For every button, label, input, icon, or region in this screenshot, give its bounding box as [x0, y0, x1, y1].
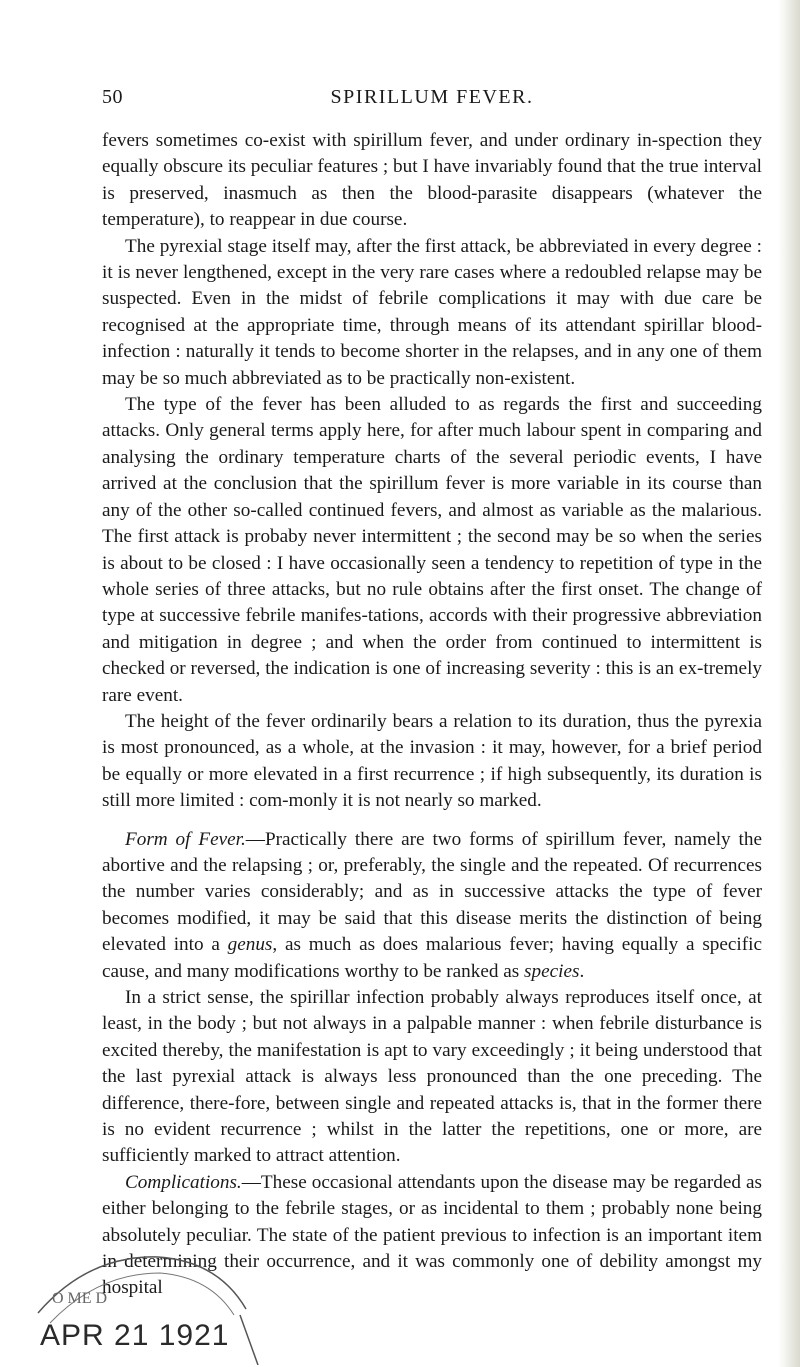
paragraph-form-of-fever [102, 827, 762, 985]
paragraph-1: fevers sometimes co-exist with spirillum fever, and under ordinary in-spection they equally obscure its peculiar features ; but I have invariably found that the true interval is preserved, inasmuch as then the blood-parasite disappears (whatever the temperature), to reappear in due course. [102, 130, 762, 231]
section-lead-form-of-fever: Form of Fever. [125, 828, 246, 850]
italic-species: species [524, 960, 580, 982]
paragraph-2: The pyrexial stage itself may, after the first attack, be abbreviated in every degree : it is never lengthened, except in the very rare cases where a redoubled relapse may be suspected. Even in the midst of febrile complications it may with due care be recognised at the appropriate time, through means of its attendant spirillar blood-infection : naturally it tends to become shorter in the relapses, and in any one of them may be so much abbreviated as to be practically non-existent. [102, 235, 762, 389]
page-edge-shadow [778, 0, 800, 1367]
page-header [102, 86, 762, 116]
running-title: SPIRILLUM FEVER. [330, 86, 534, 108]
library-stamp [28, 1245, 268, 1365]
stamp-date: APR 21 1921 [40, 1319, 230, 1352]
page-number: 50 [102, 86, 123, 108]
paragraph-5-text-2: , as much as does malarious fever; having equally a specific cause, and many modifications worthy to be ranked as [102, 934, 763, 982]
paragraph-4: The height of the fever ordinarily bears a relation to its duration, thus the pyrexia is most pronounced, as a whole, at the invasion : it may, however, for a brief period be equally or more elevated in a first recurrence ; if high subsequently, its duration is still more limited : com-monly it is not nearly so marked. [102, 710, 762, 812]
italic-genus: genus [227, 934, 273, 956]
stamp-arc-text: O ME D [52, 1290, 108, 1307]
section-lead-complications: Complications. [125, 1171, 242, 1193]
paragraph-5-text: —Practically there are two forms of spirillum fever, namely the abortive and the relapsing ; or, preferably, the single and the repeated. Of recurrences the number varies considerably; and as in successive attacks the type of fever becomes modified, it may be said that this disease merits the distinction of being elevated into a [102, 828, 762, 956]
paragraph-7-text: —These occasional attendants upon the disease may be regarded as either belonging to the febrile stages, or as incidental to them ; probably none being absolutely peculiar. The state of the patient previous to infection is an important item in determining their occurrence, and it was commonly one of debility amongst my hospital [102, 1171, 762, 1299]
body-text [102, 128, 762, 1302]
paragraph-5-text-3: . [579, 960, 585, 982]
paragraph-6: In a strict sense, the spirillar infection probably always reproduces itself once, at least, in the body ; but not always in a palpable manner : when febrile disturbance is excited thereby, the manifestation is apt to vary exceedingly ; it being understood that the last pyrexial attack is always less pronounced than the one preceding. The difference, there-fore, between single and repeated attacks is, that in the former there is no evident recurrence ; whilst in the latter the repetitions, one or more, are sufficiently marked to attract attention. [102, 987, 762, 1167]
paragraph-3: The type of the fever has been alluded to as regards the first and succeeding attacks. Only general terms apply here, for after much labour spent in comparing and analysing the ordinary temperature charts of the several periodic events, I have arrived at the conclusion that the spirillum fever is more variable in its course than any of the other so-called continued fevers, and almost as variable as the malarious. The first attack is probaby never intermittent ; the second may be so when the series is about to be closed : I have occasionally seen a tendency to repetition of type in the whole series of three attacks, but no rule obtains after the first onset. The change of type at successive febrile manifes-tations, accords with their progressive abbreviation and mitigation in degree ; and when the order from continued to intermittent is checked or reversed, the indication is one of increasing severity : this is an ex-tremely rare event. [102, 394, 762, 706]
